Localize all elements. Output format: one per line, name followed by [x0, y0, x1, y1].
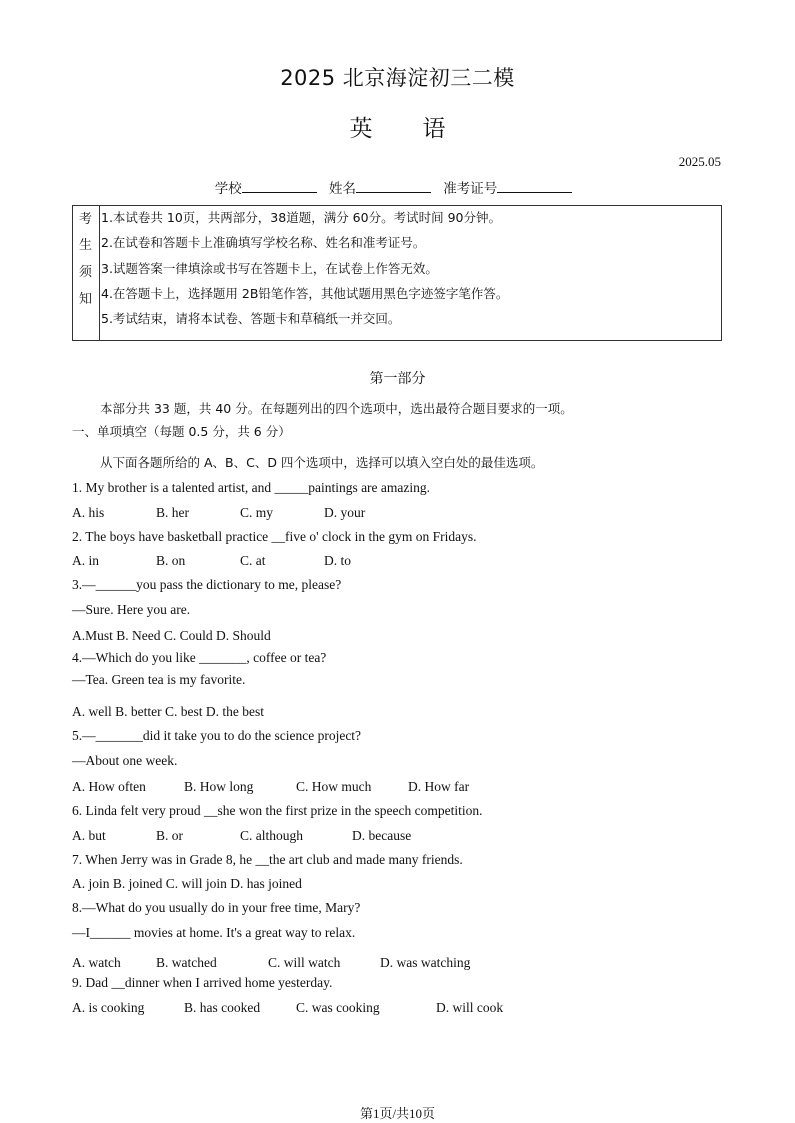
- option[interactable]: A. How often: [72, 779, 146, 794]
- option[interactable]: C. although: [240, 828, 303, 843]
- subject-char-1: 英: [349, 116, 373, 142]
- option[interactable]: C. How much: [296, 779, 372, 794]
- option[interactable]: D. was watching: [380, 955, 471, 970]
- notice-item: 3.试题答案一律填涂或书写在答题卡上，在试卷上作答无效。: [101, 261, 438, 276]
- notice-head-char: 知: [79, 292, 93, 307]
- option[interactable]: A. his: [72, 505, 105, 520]
- question-stem: 4.—Which do you like _______, coffee or tea?: [72, 650, 327, 665]
- question-stem: 6. Linda felt very proud __she won the first prize in the speech competition.: [72, 803, 483, 818]
- question-response: —Sure. Here you are.: [72, 602, 191, 617]
- section-heading: 一、单项填空（每题 0.5 分，共 6 分）: [72, 424, 291, 439]
- exam-title: 2025 北京海淀初三二模: [280, 66, 515, 90]
- question-response: —About one week.: [72, 753, 178, 768]
- notice-heading: [73, 206, 100, 340]
- notice-item: 1.本试卷共 10页，共两部分，38道题，满分 60分。考试时间 90分钟。: [101, 210, 501, 225]
- option[interactable]: B. watched: [156, 955, 217, 970]
- options-line[interactable]: A.Must B. Need C. Could D. Should: [72, 628, 271, 643]
- exam-date: 2025.05: [678, 154, 721, 169]
- question-stem: 3.—______you pass the dictionary to me, please?: [72, 577, 342, 592]
- question-stem: 5.—_______did it take you to do the science project?: [72, 728, 362, 743]
- option[interactable]: A. in: [72, 553, 99, 568]
- option[interactable]: D. your: [324, 505, 366, 520]
- notice-item: 2.在试卷和答题卡上准确填写学校名称、姓名和准考证号。: [101, 235, 426, 250]
- option[interactable]: B. her: [156, 505, 189, 520]
- question-response: —Tea. Green tea is my favorite.: [72, 672, 246, 687]
- student-info-line: [0, 177, 795, 197]
- question-stem: 8.—What do you usually do in your free time, Mary?: [72, 900, 361, 915]
- question-stem: 9. Dad __dinner when I arrived home yesterday.: [72, 975, 333, 990]
- option[interactable]: D. because: [352, 828, 412, 843]
- subject-char-2: 语: [422, 116, 446, 142]
- option[interactable]: B. or: [156, 828, 183, 843]
- school-blank[interactable]: [242, 180, 317, 193]
- option[interactable]: D. to: [324, 553, 351, 568]
- question-response: —I______ movies at home. It's a great way to relax.: [72, 925, 356, 940]
- part-title: 第一部分: [369, 371, 426, 387]
- subject-title: [0, 110, 795, 143]
- section-instruction: 从下面各题所给的 A、B、C、D 四个选项中，选择可以填入空白处的最佳选项。: [100, 455, 544, 470]
- option[interactable]: D. will cook: [436, 1000, 504, 1015]
- notice-head-char: 须: [79, 265, 93, 280]
- question-stem: 1. My brother is a talented artist, and _____paintings are amazing.: [72, 480, 431, 495]
- question-stem: 2. The boys have basketball practice __five o' clock in the gym on Fridays.: [72, 529, 477, 544]
- name-blank[interactable]: [356, 180, 431, 193]
- option[interactable]: D. How far: [408, 779, 470, 794]
- option[interactable]: A. watch: [72, 955, 121, 970]
- option[interactable]: B. has cooked: [184, 1000, 261, 1015]
- notice-head-char: 生: [79, 238, 93, 253]
- exam-id-label: 准考证号: [443, 181, 498, 197]
- options-line[interactable]: A. join B. joined C. will join D. has joined: [72, 876, 302, 891]
- notice-box: [72, 205, 722, 341]
- option[interactable]: B. on: [156, 553, 186, 568]
- notice-head-char: 考: [79, 212, 93, 227]
- option[interactable]: C. at: [240, 553, 266, 568]
- option[interactable]: B. How long: [184, 779, 254, 794]
- option[interactable]: C. was cooking: [296, 1000, 380, 1015]
- part-intro: 本部分共 33 题，共 40 分。在每题列出的四个选项中，选出最符合题目要求的一项。: [100, 401, 573, 416]
- exam-id-blank[interactable]: [497, 180, 572, 193]
- option[interactable]: A. is cooking: [72, 1000, 145, 1015]
- notice-item: 4.在答题卡上，选择题用 2B铅笔作答，其他试题用黑色字迹签字笔作答。: [101, 286, 509, 301]
- option[interactable]: A. but: [72, 828, 106, 843]
- school-label: 学校: [214, 181, 242, 197]
- page-number: 第1页/共10页: [359, 1106, 436, 1121]
- notice-item: 5.考试结束，请将本试卷、答题卡和草稿纸一并交回。: [101, 311, 401, 326]
- name-label: 姓名: [329, 181, 356, 197]
- options-line[interactable]: A. well B. better C. best D. the best: [72, 704, 264, 719]
- option[interactable]: C. my: [240, 505, 274, 520]
- question-stem: 7. When Jerry was in Grade 8, he __the art club and made many friends.: [72, 852, 463, 867]
- option[interactable]: C. will watch: [268, 955, 341, 970]
